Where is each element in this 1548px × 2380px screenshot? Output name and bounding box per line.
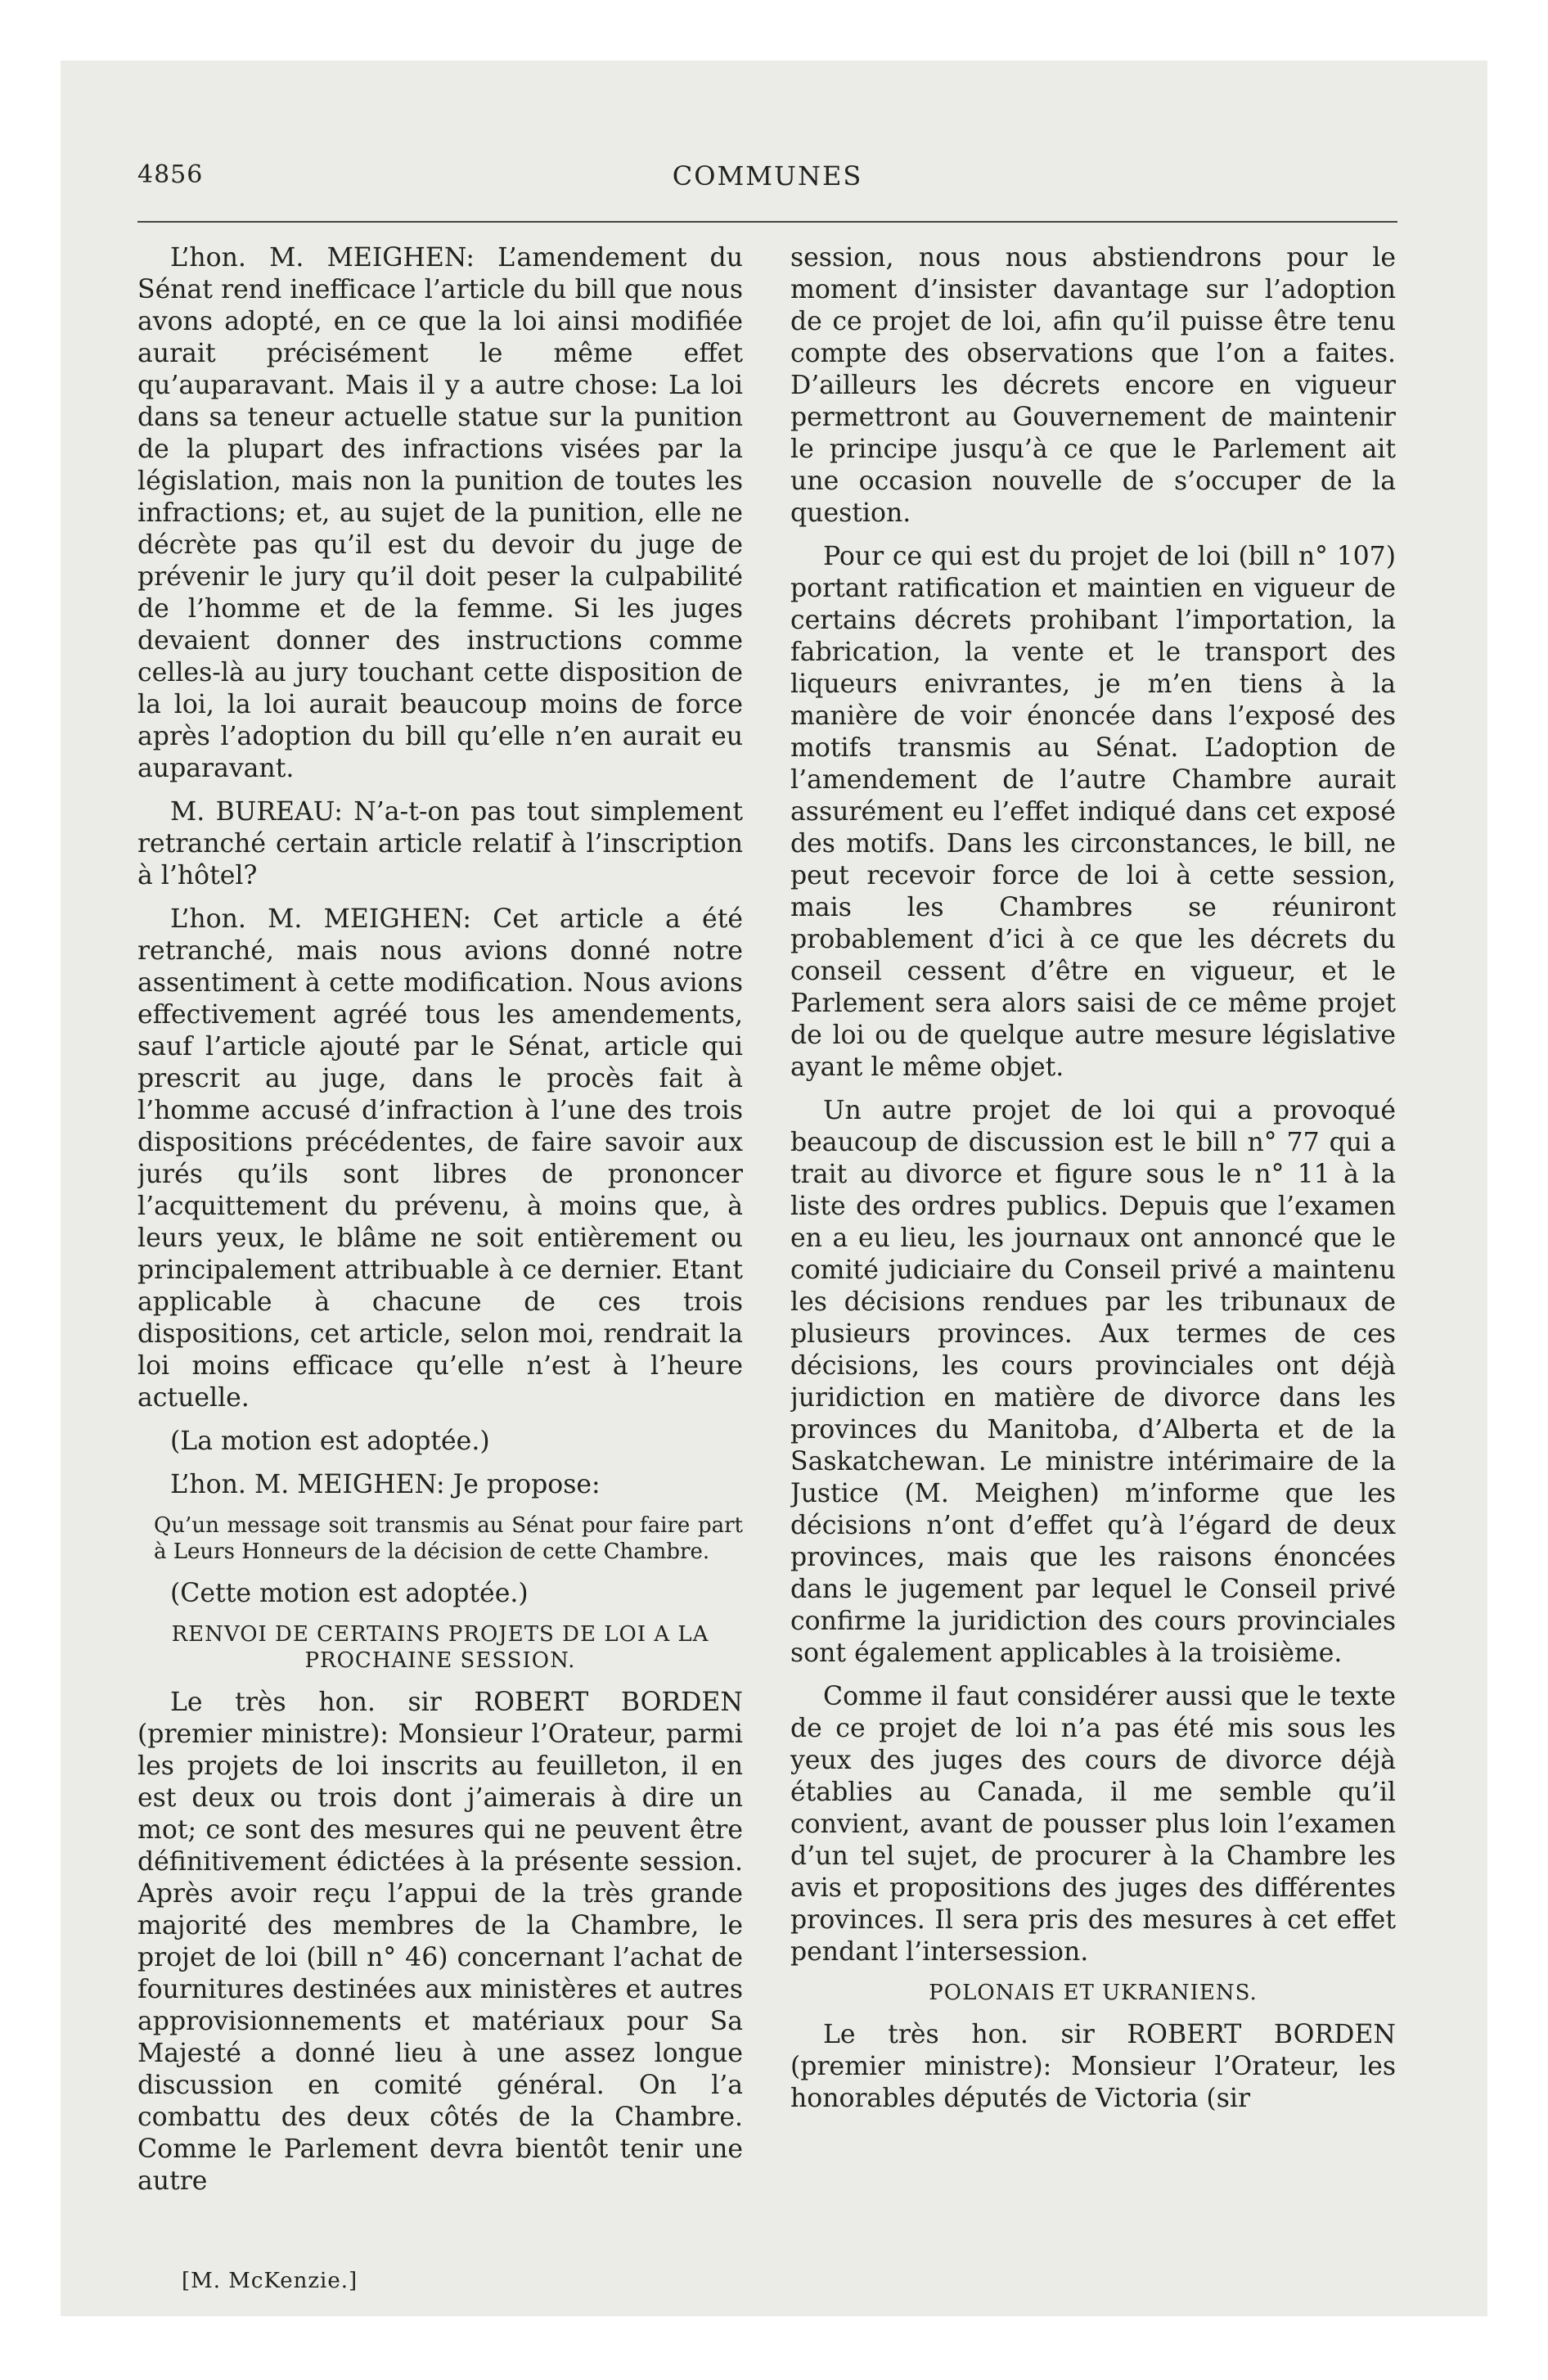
paragraph: Un autre projet de loi qui a provoqué beaucoup de discussion est le bill n° 77 qui a trait au divorce et figure sous le n° 11 à la liste des ordres publics. Depuis que l’examen en a eu lieu, les journaux ont annoncé que le comité judiciaire du Conseil privé a maintenu les décisions rendues par les tribunaux de plusieurs provinces. Aux termes de ces décisions, les cours provinciales ont déjà juridiction en matière de divorce dans les provinces du Manitoba, d’Alberta et de la Saskatchewan. Le ministre intérimaire de la Justice (M. Meighen) m’informe que les décisions n’ont d’effet qu’à l’égard de deux provinces, mais que les raisons énoncées dans le jugement par lequel le Conseil privé confirme la juridiction des cours provinciales sont également applicables à la troisième. — [790, 1096, 1396, 1668]
paragraph: L’hon. M. MEIGHEN: L’amendement du Sénat rend inefficace l’article du bill que nous avons adopté, en ce que la loi ainsi modifiée aurait précisément le même effet qu’auparavant. Mais il y a autre chose: La loi dans sa teneur actuelle statue sur la punition de la plupart des infractions visées par la législation, mais non la punition de toutes les infractions; et, au sujet de la punition, elle ne décrète pas qu’il est du devoir du juge de prévenir le jury qu’il doit peser la culpabilité de l’homme et de la femme. Si les juges devaient donner des instructions comme celles-là au jury touchant cette disposition de la loi, la loi aurait beaucoup moins de force après l’adoption du bill qu’elle n’en aurait eu auparavant. — [137, 243, 743, 783]
running-head: COMMUNES — [672, 160, 863, 192]
paragraph: Le très hon. sir ROBERT BORDEN (premier ministre): Monsieur l’Orateur, les honorables députés de Victoria (sir — [790, 2020, 1396, 2113]
paragraph: L’hon. M. MEIGHEN: Cet article a été retranché, mais nous avions donné notre assentiment à cette modification. Nous avions effectivement agréé tous les amendements, sauf l’article ajouté par le Sénat, article qui prescrit au juge, dans le procès fait à l’homme accusé d’infraction à l’une des trois dispositions précédentes, de faire savoir aux jurés qu’ils sont libres de prononcer l’acquittement du prévenu, à moins que, à leurs yeux, le blâme ne soit entièrement ou principalement attribuable à ce dernier. Etant applicable à chacune de ces trois dispositions, cet article, selon moi, rendrait la loi moins efficace qu’elle n’est à l’heure actuelle. — [137, 904, 743, 1413]
paragraph: (La motion est adoptée.) — [170, 1427, 490, 1456]
header-rule — [137, 221, 1397, 223]
motion-quote: Qu’un message soit transmis au Sénat pour faire part à Leurs Honneurs de la décision de cette Chambre. — [154, 1513, 743, 1564]
section-heading: POLONAIS ET UKRANIENS. — [929, 1981, 1258, 2005]
page-number: 4856 — [137, 160, 204, 189]
page-header — [137, 160, 1397, 201]
continued-paragraph: session, nous nous abstiendrons pour le moment d’insister davantage sur l’adoption de ce projet de loi, afin qu’il puisse être tenu compte des observations que l’on a faites. D’ailleurs les décrets encore en vigueur permettront au Gouvernement de maintenir le principe jusqu’à ce que le Parlement ait une occasion nouvelle de s’occuper de la question. — [790, 243, 1396, 528]
footer-note: [M. McKenzie.] — [182, 2269, 358, 2293]
paragraph: Le très hon. sir ROBERT BORDEN (premier ministre): Monsieur l’Orateur, parmi les projets de loi inscrits au feuilleton, il en est deux ou trois dont j’aimerais à dire un mot; ce sont des mesures qui ne peuvent être définitivement édictées à la présente session. Après avoir reçu l’appui de la très grande majorité des membres de la Chambre, le projet de loi (bill n° 46) concernant l’achat de fournitures destinées aux ministères et autres approvisionnements et matériaux pour Sa Majesté a donné lieu à une assez longue discussion en comité général. On l’a combattu des deux côtés de la Chambre. Comme le Parlement devra bientôt tenir une autre — [137, 1688, 743, 2196]
paragraph: Pour ce qui est du projet de loi (bill n° 107) portant ratification et maintien en vigueur de certains décrets prohibant l’importation, la fabrication, la vente et le transport des liqueurs enivrantes, je m’en tiens à la manière de voir énoncée dans l’exposé des motifs transmis au Sénat. L’adoption de l’amendement de l’autre Chambre aurait assurément eu l’effet indiqué dans cet exposé des motifs. Dans les circonstances, le bill, ne peut recevoir force de loi à cette session, mais les Chambres se réuniront probablement d’ici à ce que les décrets du conseil cessent d’être en vigueur, et le Parlement sera alors saisi de ce même projet de loi ou de quelque autre mesure législative ayant le même objet. — [790, 542, 1396, 1082]
section-heading: RENVOI DE CERTAINS PROJETS DE LOI A LA PROCHAINE SESSION. — [171, 1622, 709, 1673]
right-column — [790, 242, 1396, 2239]
paragraph: Comme il faut considérer aussi que le texte de ce projet de loi n’a pas été mis sous les yeux des juges des cours de divorce déjà établies au Canada, il me semble qu’il convient, avant de pousser plus loin l’examen d’un tel sujet, de procurer à la Chambre les avis et propositions des juges des différentes provinces. Il sera pris des mesures à cet effet pendant l’intersession. — [790, 1682, 1396, 1967]
left-column — [137, 242, 743, 2239]
paragraph: M. BUREAU: N’a-t-on pas tout simplement retranché certain article relatif à l’inscription à l’hôtel? — [137, 797, 743, 890]
paragraph: L’hon. M. MEIGHEN: Je propose: — [170, 1470, 601, 1499]
paragraph: (Cette motion est adoptée.) — [170, 1579, 529, 1608]
